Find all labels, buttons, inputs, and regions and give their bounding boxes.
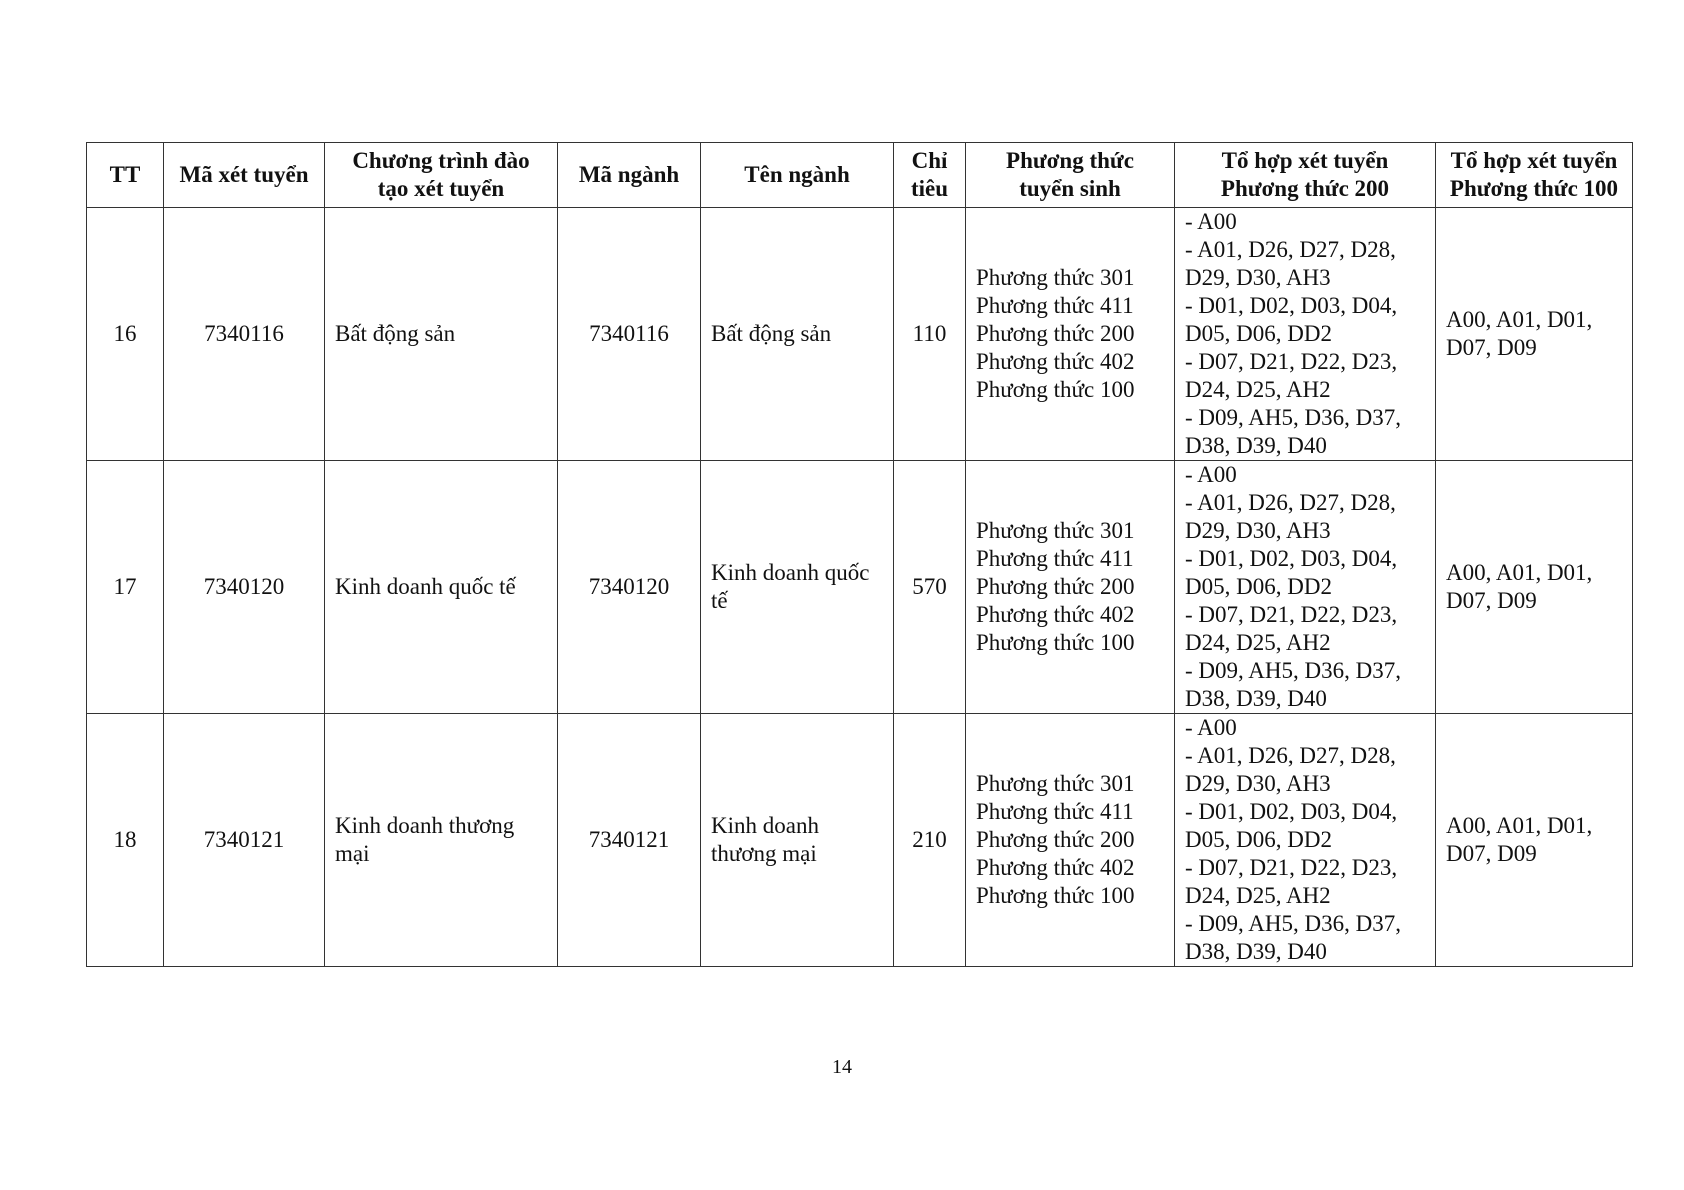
cell-line: - A00 (1185, 462, 1237, 487)
cell-to-hop-100: A00, A01, D01, D07, D09 (1436, 208, 1633, 461)
header-row (87, 143, 1633, 208)
cell-ten-nganh: Kinh doanh thương mại (701, 714, 894, 967)
cell-ma-nganh: 7340121 (558, 714, 701, 967)
cell-line: Phương thức 402 (976, 602, 1135, 627)
cell-line: - A00 (1185, 209, 1237, 234)
cell-tt: 18 (87, 714, 164, 967)
cell-line: D24, D25, AH2 (1185, 883, 1331, 908)
cell-line: - D09, AH5, D36, D37, (1185, 658, 1401, 683)
cell-line: - D01, D02, D03, D04, (1185, 293, 1398, 318)
cell-ma-nganh: 7340120 (558, 461, 701, 714)
cell-chi-tieu: 570 (894, 461, 966, 714)
cell-chuong-trinh: Bất động sản (325, 208, 558, 461)
cell-line: Phương thức 402 (976, 349, 1135, 374)
cell-line: - D07, D21, D22, D23, (1185, 349, 1398, 374)
cell-line: D29, D30, AH3 (1185, 518, 1331, 543)
cell-line: - D07, D21, D22, D23, (1185, 855, 1398, 880)
cell-line: Phương thức 100 (976, 377, 1135, 402)
cell-ma-xet-tuyen: 7340121 (164, 714, 325, 967)
cell-line: Phương thức 100 (976, 883, 1135, 908)
cell-chi-tieu: 210 (894, 714, 966, 967)
cell-line: Phương thức 200 (976, 574, 1135, 599)
cell-line: D38, D39, D40 (1185, 686, 1327, 711)
cell-line: Phương thức 200 (976, 321, 1135, 346)
cell-line: Phương thức 411 (976, 799, 1134, 824)
cell-ma-xet-tuyen: 7340116 (164, 208, 325, 461)
header-chuong-trinh: Chương trình đào tạo xét tuyển (325, 143, 558, 208)
admissions-table (86, 142, 1633, 967)
cell-line: D05, D06, DD2 (1185, 574, 1332, 599)
table-row (87, 714, 1633, 967)
cell-line: - D01, D02, D03, D04, (1185, 546, 1398, 571)
header-ma-xet-tuyen: Mã xét tuyển (164, 143, 325, 208)
cell-tt: 17 (87, 461, 164, 714)
cell-line: D29, D30, AH3 (1185, 265, 1331, 290)
cell-phuong-thuc (966, 461, 1175, 714)
cell-line: - D09, AH5, D36, D37, (1185, 911, 1401, 936)
cell-line: - A00 (1185, 715, 1237, 740)
cell-line: D38, D39, D40 (1185, 939, 1327, 964)
cell-chi-tieu: 110 (894, 208, 966, 461)
cell-line: Phương thức 411 (976, 293, 1134, 318)
cell-line: D29, D30, AH3 (1185, 771, 1331, 796)
header-ten-nganh: Tên ngành (701, 143, 894, 208)
cell-chuong-trinh: Kinh doanh quốc tế (325, 461, 558, 714)
cell-to-hop-100: A00, A01, D01, D07, D09 (1436, 461, 1633, 714)
page-number: 14 (832, 1056, 852, 1078)
cell-line: Phương thức 100 (976, 630, 1135, 655)
cell-line: - A01, D26, D27, D28, (1185, 743, 1396, 768)
cell-line: Phương thức 301 (976, 518, 1135, 543)
cell-line: D24, D25, AH2 (1185, 377, 1331, 402)
cell-tt: 16 (87, 208, 164, 461)
header-phuong-thuc: Phương thức tuyển sinh (966, 143, 1175, 208)
cell-to-hop-200 (1175, 208, 1436, 461)
cell-line: Phương thức 402 (976, 855, 1135, 880)
cell-to-hop-200 (1175, 714, 1436, 967)
cell-to-hop-200 (1175, 461, 1436, 714)
cell-line: D05, D06, DD2 (1185, 321, 1332, 346)
cell-line: D05, D06, DD2 (1185, 827, 1332, 852)
cell-line: Phương thức 411 (976, 546, 1134, 571)
header-tt: TT (87, 143, 164, 208)
cell-ma-xet-tuyen: 7340120 (164, 461, 325, 714)
header-chi-tieu: Chỉ tiêu (894, 143, 966, 208)
cell-phuong-thuc (966, 208, 1175, 461)
table-row (87, 461, 1633, 714)
header-to-hop-100: Tổ hợp xét tuyển Phương thức 100 (1436, 143, 1633, 208)
cell-line: - D09, AH5, D36, D37, (1185, 405, 1401, 430)
cell-line: D38, D39, D40 (1185, 433, 1327, 458)
cell-chuong-trinh: Kinh doanh thương mại (325, 714, 558, 967)
cell-ma-nganh: 7340116 (558, 208, 701, 461)
cell-line: Phương thức 301 (976, 265, 1135, 290)
cell-to-hop-100: A00, A01, D01, D07, D09 (1436, 714, 1633, 967)
cell-line: Phương thức 200 (976, 827, 1135, 852)
cell-line: Phương thức 301 (976, 771, 1135, 796)
cell-ten-nganh: Bất động sản (701, 208, 894, 461)
table-row (87, 208, 1633, 461)
cell-line: D24, D25, AH2 (1185, 630, 1331, 655)
header-to-hop-200: Tổ hợp xét tuyển Phương thức 200 (1175, 143, 1436, 208)
cell-phuong-thuc (966, 714, 1175, 967)
cell-line: - A01, D26, D27, D28, (1185, 490, 1396, 515)
cell-line: - A01, D26, D27, D28, (1185, 237, 1396, 262)
header-ma-nganh: Mã ngành (558, 143, 701, 208)
cell-line: - D01, D02, D03, D04, (1185, 799, 1398, 824)
cell-line: - D07, D21, D22, D23, (1185, 602, 1398, 627)
cell-ten-nganh: Kinh doanh quốc tế (701, 461, 894, 714)
